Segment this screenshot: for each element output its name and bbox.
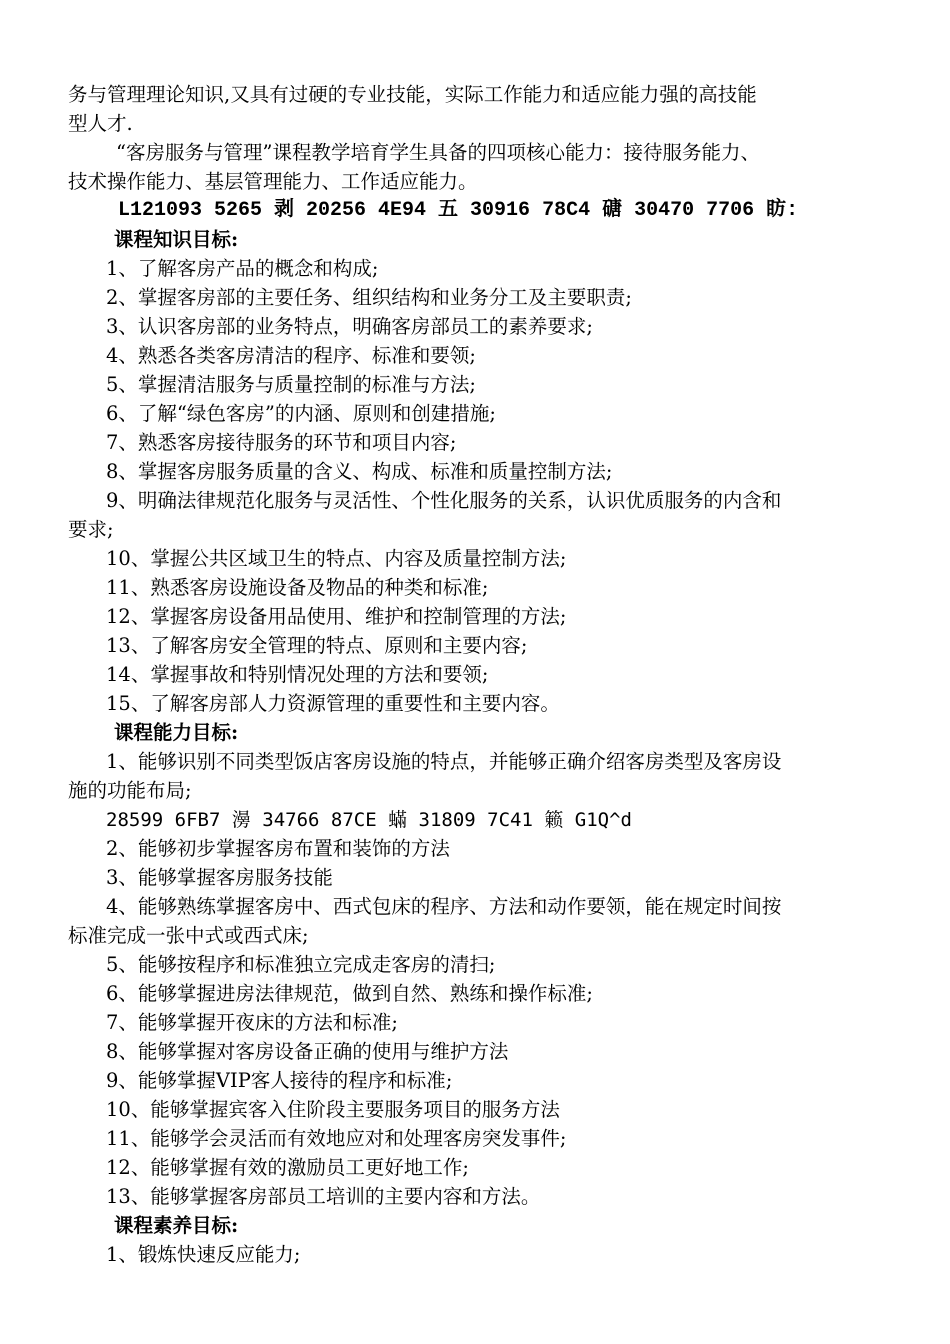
list-item: 13、能够掌握客房部员工培训的主要内容和方法。	[106, 1185, 541, 1208]
list-item: 11、熟悉客房设施设备及物品的种类和标准;	[106, 576, 489, 599]
list-item: 12、掌握客房设备用品使用、维护和控制管理的方法;	[106, 605, 567, 628]
list-item: 11、能够学会灵活而有效地应对和处理客房突发事件;	[106, 1127, 567, 1150]
list-item: 12、能够掌握有效的激励员工更好地工作;	[106, 1156, 469, 1179]
list-item: 7、熟悉客房接待服务的环节和项目内容;	[106, 431, 457, 454]
list-item: 3、认识客房部的业务特点，明确客房部员工的素养要求;	[106, 315, 593, 338]
list-item: 1、了解客房产品的概念和构成;	[106, 257, 379, 280]
list-item: 10、掌握公共区域卫生的特点、内容及质量控制方法;	[106, 547, 567, 570]
list-item: 10、能够掌握宾客入住阶段主要服务项目的服务方法	[106, 1098, 560, 1121]
list-item: 14、掌握事故和特别情况处理的方法和要领;	[106, 663, 489, 686]
list-item: 5、掌握清洁服务与质量控制的标准与方法;	[106, 373, 476, 396]
list-item: 2、掌握客房部的主要任务、组织结构和业务分工及主要职责;	[106, 286, 632, 309]
list-item: 8、能够掌握对客房设备正确的使用与维护方法	[106, 1040, 509, 1063]
list-item: 9、明确法律规范化服务与灵活性、个性化服务的关系，认识优质服务的内含和	[106, 489, 782, 512]
list-item: 8、掌握客房服务质量的含义、构成、标准和质量控制方法;	[106, 460, 613, 483]
list-item: 4、能够熟练掌握客房中、西式包床的程序、方法和动作要领，能在规定时间按	[106, 895, 782, 918]
list-item: 7、能够掌握开夜床的方法和标准;	[106, 1011, 398, 1034]
list-item: 15、了解客房部人力资源管理的重要性和主要内容。	[106, 692, 560, 715]
list-item-continuation: 要求;	[68, 518, 114, 541]
ability-heading: 课程能力目标:	[114, 721, 239, 744]
list-item-continuation: 施的功能布局;	[68, 779, 192, 802]
literacy-heading: 课程素养目标:	[114, 1214, 239, 1237]
list-item: 3、能够掌握客房服务技能	[106, 866, 333, 889]
knowledge-heading: 课程知识目标:	[114, 228, 239, 251]
intro-line-2: 型人才.	[68, 112, 133, 135]
list-item: 1、锻炼快速反应能力;	[106, 1243, 301, 1266]
garbled-code-line: L121093 5265 剥 20256 4E94 五 30916 78C4 磄 30470 7706 眆:	[118, 199, 799, 222]
list-item: 2、能够初步掌握客房布置和装饰的方法	[106, 837, 450, 860]
list-item: 4、熟悉各类客房清洁的程序、标准和要领;	[106, 344, 476, 367]
list-item: 1、能够识别不同类型饭店客房设施的特点，并能够正确介绍客房类型及客房设	[106, 750, 782, 773]
list-item: 13、了解客房安全管理的特点、原则和主要内容;	[106, 634, 528, 657]
intro-line-1: 务与管理理论知识,又具有过硬的专业技能，实际工作能力和适应能力强的高技能	[68, 83, 757, 106]
list-item: 5、能够按程序和标准独立完成走客房的清扫;	[106, 953, 496, 976]
list-item: 9、能够掌握VIP客人接待的程序和标准;	[106, 1069, 453, 1092]
list-item: 6、能够掌握进房法律规范，做到自然、熟练和操作标准;	[106, 982, 593, 1005]
garbled-code-line: 28599 6FB7 澷 34766 87CE 蟎 31809 7C41 籁 G1Q^d	[106, 809, 632, 831]
list-item: 6、了解“绿色客房”的内涵、原则和创建措施;	[106, 402, 496, 425]
list-item-continuation: 标准完成一张中式或西式床;	[68, 924, 309, 947]
intro-line-4: 技术操作能力、基层管理能力、工作适应能力。	[68, 170, 478, 193]
intro-line-3: “客房服务与管理”课程教学培育学生具备的四项核心能力：接待服务能力、	[116, 141, 760, 164]
